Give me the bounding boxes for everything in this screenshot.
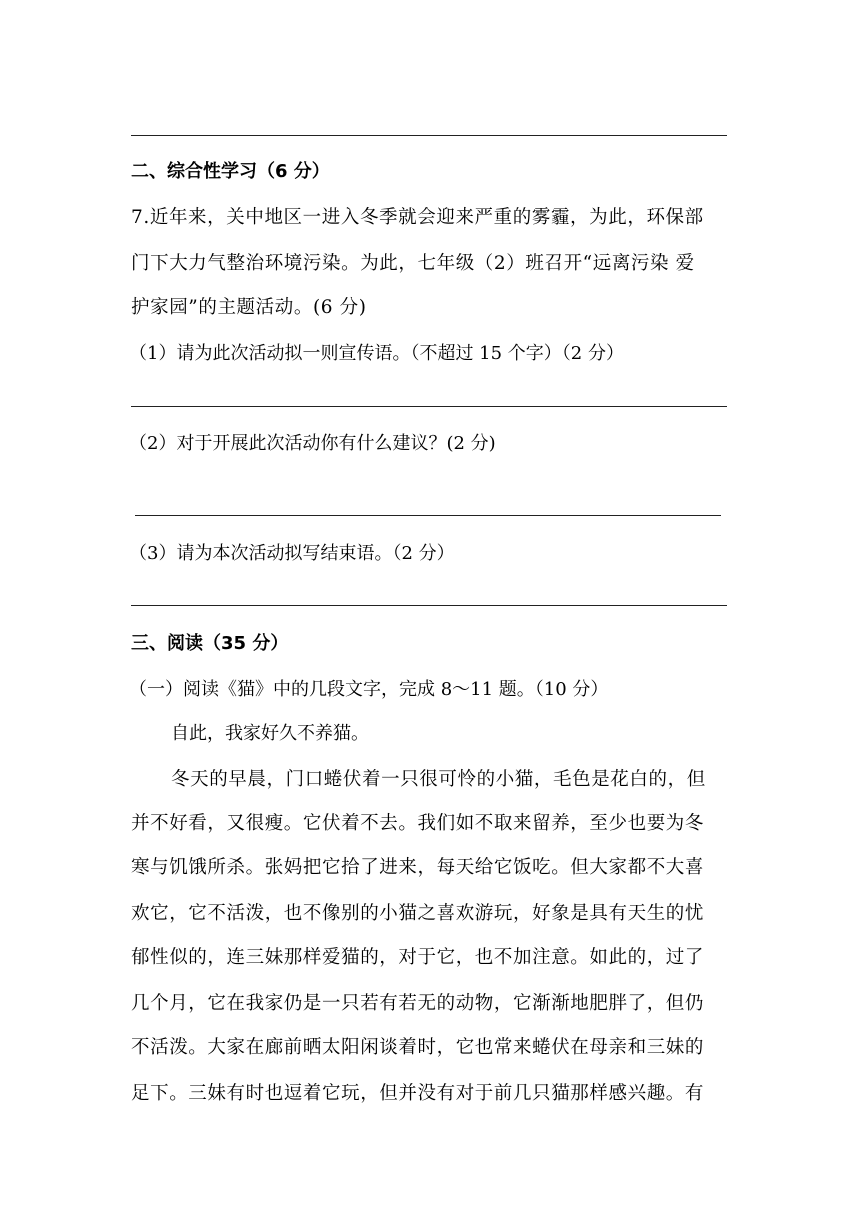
passage-line: 几个月，它在我家仍是一只若有若无的动物，它渐渐地肥胖了，但仍 — [131, 993, 705, 1014]
top-divider — [131, 135, 727, 136]
question-7-line-3: 护家园”的主题活动。(6 分) — [131, 297, 367, 318]
section-heading-reading: 三、阅读（35 分） — [131, 633, 289, 654]
answer-line-1[interactable] — [131, 406, 727, 407]
question-7-part-3: （3）请为本次活动拟写结束语。（2 分） — [129, 543, 455, 564]
passage-line: 足下。三妹有时也逗着它玩，但并没有对于前几只猫那样感兴趣。有 — [131, 1083, 705, 1104]
passage-line: 并不好看，又很瘦。它伏着不去。我们如不取来留养，至少也要为冬 — [131, 813, 705, 834]
passage-line: 冬天的早晨，门口蜷伏着一只很可怜的小猫，毛色是花白的，但 — [171, 769, 706, 790]
answer-line-3[interactable] — [131, 605, 727, 606]
question-7-part-2: （2）对于开展此次活动你有什么建议？(2 分) — [129, 433, 496, 454]
answer-line-2[interactable] — [135, 515, 721, 516]
question-7-line-1: 7.近年来，关中地区一进入冬季就会迎来严重的雾霾，为此，环保部 — [131, 207, 704, 228]
passage-paragraph-1: 自此，我家好久不养猫。 — [171, 723, 369, 744]
question-7-line-2: 门下大力气整治环境污染。为此，七年级（2）班召开“远离污染 爱 — [131, 253, 695, 274]
passage-line: 郁性似的，连三妹那样爱猫的，对于它，也不加注意。如此的，过了 — [131, 947, 705, 968]
question-7-part-1: （1）请为此次活动拟一则宣传语。（不超过 15 个字）（2 分） — [129, 343, 624, 364]
reading-part-1-instruction: （一）阅读《猫》中的几段文字，完成 8～11 题。（10 分） — [129, 679, 609, 700]
passage-line: 寒与饥饿所杀。张妈把它拾了进来，每天给它饭吃。但大家都不大喜 — [131, 857, 705, 878]
passage-line: 欢它，它不活泼，也不像别的小猫之喜欢游玩，好象是具有天生的忧 — [131, 903, 705, 924]
passage-line: 不活泼。大家在廊前晒太阳闲谈着时，它也常来蜷伏在母亲和三妹的 — [131, 1037, 705, 1058]
section-heading-comprehensive: 二、综合性学习（6 分） — [131, 161, 330, 182]
